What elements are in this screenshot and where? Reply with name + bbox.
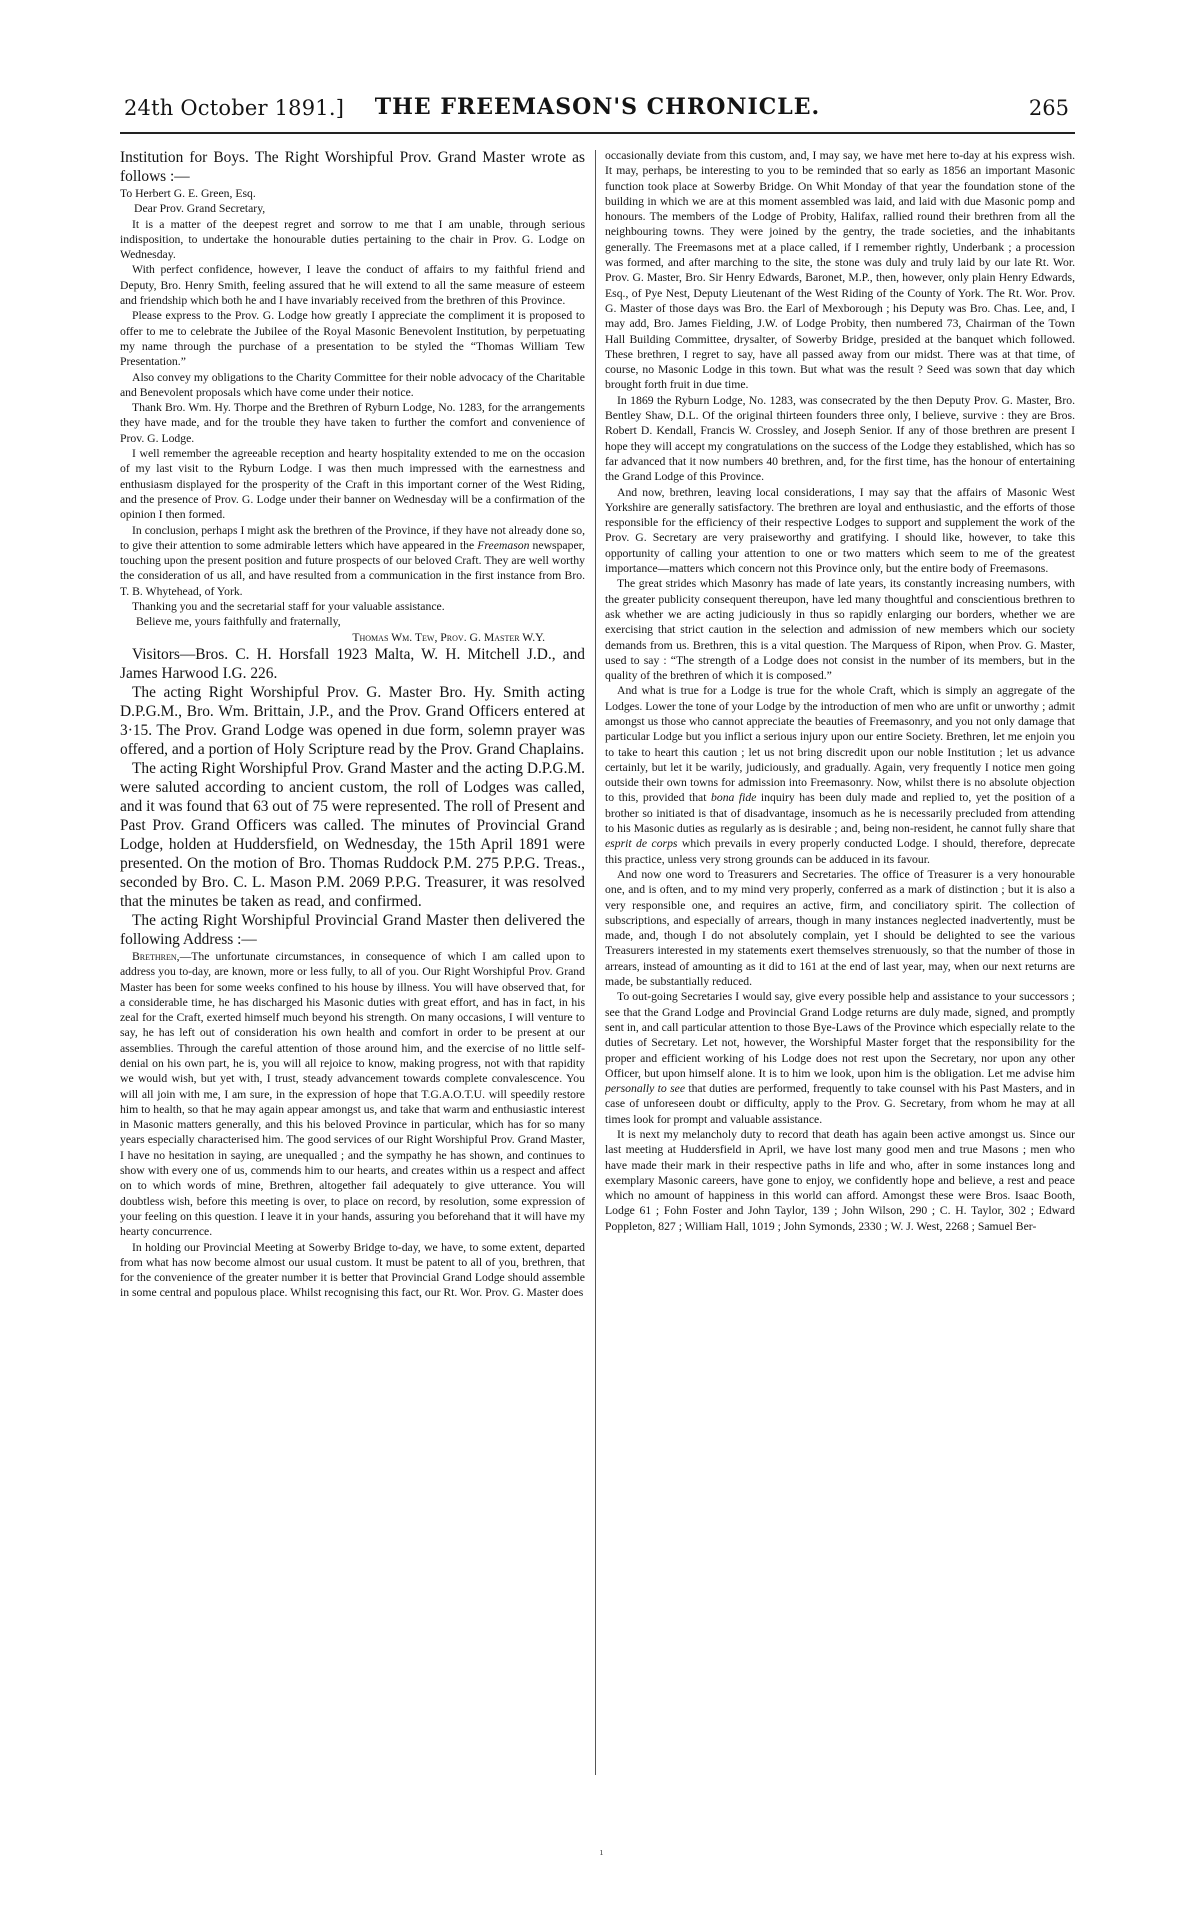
italic-phrase: bona fide (711, 791, 757, 805)
text-run: inquiry has been duly made and replied to, yet the position of a brother so initiated is that of disadvantage, insomuch as he is necessarily precluded from attending to his Masonic duties as regularly as is desirable ; and, being non-resident, he cannot fully share that (605, 791, 1075, 836)
print-mark: ı (600, 1848, 603, 1858)
page-header (120, 92, 1075, 134)
column-rule (595, 150, 596, 1775)
text-run: In conclusion, perhaps I might ask the brethren of the Province, if they have not already done so, to give their attention to some admirable letters which have appeared in the (120, 523, 585, 552)
report-paragraph: The acting Right Worshipful Prov. G. Master Bro. Hy. Smith acting D.P.G.M., Bro. Wm. Brittain, J.P., and the Prov. Grand Officers entered at 3·15. The Prov. Grand Lodge was opened in due form, solemn prayer was offered, and a portion of Holy Scripture read by the Prov. Grand Chaplains. (120, 683, 585, 758)
letter-closing: Believe me, yours faithfully and fraternally, (136, 615, 341, 629)
address-paragraph: In holding our Provincial Meeting at Sowerby Bridge to-day, we have, to some extent, departed from what has now become almost our usual custom. It must be patent to all of you, brethren, that for the convenience of the greater number it is better that Provincial Grand Lodge should assemble in some central and populous place. Whilst recognising this fact, our Rt. Wor. Prov. G. Master does (120, 1240, 585, 1300)
letter-paragraph (120, 523, 585, 599)
letter-paragraph: Also convey my obligations to the Charity Committee for their noble advocacy of the Charitable and Benevolent proposals which have come under their notice. (120, 370, 585, 399)
italic-phrase: personally to see (605, 1082, 686, 1096)
page-number: 265 (1028, 96, 1069, 120)
letter-paragraph: Thanking you and the secretarial staff for your valuable assistance. (132, 600, 445, 614)
letter-paragraph: Please express to the Prov. G. Lodge how greatly I appreciate the compliment it is proposed to offer to me to celebrate the Jubilee of the Royal Masonic Benevolent Institution, by perpetuating my name through the purchase of a presentation to be styled the “Thomas William Tew Presentation.” (120, 309, 585, 369)
letter-paragraph: It is a matter of the deepest regret and sorrow to me that I am unable, through serious indisposition, to undertake the honourable duties pertaining to the chair in Prov. G. Lodge on Wednesday. (120, 217, 585, 262)
visitors-paragraph: Visitors—Bros. C. H. Horsfall 1923 Malta, W. H. Mitchell J.D., and James Harwood I.G. 226. (120, 645, 585, 682)
letter-addressee: To Herbert G. E. Green, Esq. (120, 187, 256, 200)
report-paragraph: The acting Right Worshipful Prov. Grand Master and the acting D.P.G.M. were saluted according to ancient custom, the roll of Lodges was called, and it was found that 63 out of 75 were represented. The roll of Present and Past Prov. Grand Officers was called. The minutes of Provincial Grand Lodge, holden at Huddersfield, on Wednesday, the 15th April 1891 were presented. On the motion of Bro. Thomas Ruddock P.M. 275 P.P.G. Treas., seconded by Bro. C. L. Mason P.M. 2069 P.P.G. Treasurer, it was resolved that the minutes be taken as read, and confirmed. (120, 759, 585, 910)
letter-signature: Thomas Wm. Tew, Prov. G. Master W.Y. (352, 630, 545, 644)
text-run: that duties are performed, frequently to take counsel with his Past Masters, and in case of unforeseen doubt or difficulty, apply to the Prov. G. Secretary, from whom he may at all times look for prompt and valuable assistance. (605, 1082, 1075, 1126)
address-paragraph: And now one word to Treasurers and Secretaries. The office of Treasurer is a very honourable one, and is often, and to my mind very properly, conferred as a mark of distinction ; but it is also a very responsible one, and requires an active, firm, and conciliatory spirit. The collection of subscriptions, and especially of arrears, though in many instances neglected inadvertently, must be made, and, though I do not absolutely complain, yet I should be delighted to see the various Treasurers interested in my statements exert themselves strenuously, so that the number of those in arrears, instead of amounting as it did to 161 at the end of last year, may, when our next returns are made, be substantially reduced. (605, 867, 1075, 989)
issue-date: 24th October 1891.] (124, 96, 345, 120)
address-paragraph: It is next my melancholy duty to record that death has again been active amongst us. Since our last meeting at Huddersfield in April, we have lost many good men and true Masons ; men who have made their mark in their respective paths in life and who, after in some instances long and exemplary Masonic careers, have gone to enjoy, we confidently hope and believe, a rest and peace which no amount of happiness in this world can afford. Amongst these were Bros. Isaac Booth, Lodge 61 ; Fohn Foster and John Taylor, 139 ; John Wilson, 290 ; C. H. Taylor, 302 ; Edward Poppleton, 827 ; William Hall, 1019 ; John Symonds, 2330 ; W. J. West, 2268 ; Samuel Ber- (605, 1128, 1075, 1233)
newspaper-name: Freemason (477, 538, 530, 552)
text-run: —The unfortunate circumstances, in consequence of which I am called upon to address you to-day, are known, more or less fully, to all of you. Our Right Worshipful Prov. Grand Master has been for some weeks confined to his house by illness. You will have observed that, for a considerable time, he has discharged his Masonic duties with great effort, and has in fact, in his zeal for the Craft, exerted himself much beyond his strength. On many occasions, I will venture to say, he has left out of consideration his own health and comfort in order to be present at our assemblies. Through the careful attention of those around him, and the exercise of no little self-denial on his own part, he is, you will all rejoice to know, making progress, not with that rapidity we would wish, but yet with, I trust, steady advancement towards complete convalescence. You will all join with me, I am sure, in the expression of hope that T.G.A.O.T.U. will speedily restore him to health, so that he may again appear amongst us, and take that warm and enthusiastic interest in Masonic matters generally, and this his beloved Province in particular, which has for so many years especially characterised him. The good services of our Right Worshipful Prov. Grand Master, I have no hesitation in saying, are unequalled ; and the sympathy he has shown, and continues to show with every one of us, commends him to our hearts, and creates within us a respect and affect on to which words of mine, Brethren, altogether fail adequately to give utterance. You will doubtless wish, before this meeting is over, to place on record, by resolution, some expression of your feeling on this question. I leave it in your hands, assuring you beforehand that it will have my hearty concurrence. (120, 949, 585, 1239)
address-paragraph: And now, brethren, leaving local considerations, I may say that the affairs of Masonic West Yorkshire are generally satisfactory. The brethren are loyal and enthusiastic, and the efforts of those responsible for the efficiency of their respective Lodges to support and supplement the work of the Prov. G. Secretary are very praiseworthy and gratifying. I should like, however, to take this opportunity of calling your attention to one or two matters which seem to me of the greatest importance—matters which concern not this Province only, but the entire body of Freemasons. (605, 485, 1075, 576)
address-paragraph (120, 949, 585, 1240)
italic-phrase: esprit de corps (605, 837, 678, 851)
intro-paragraph: Institution for Boys. The Right Worshipful Prov. Grand Master wrote as follows :— (120, 149, 585, 185)
text-run: which prevails in every properly conducted Lodge. I should, therefore, deprecate this practice, unless very strong grounds can be adduced in its favour. (605, 837, 1075, 866)
address-paragraph: In 1869 the Ryburn Lodge, No. 1283, was consecrated by the then Deputy Prov. G. Master, Bro. Bentley Shaw, D.L. Of the original thirteen founders three only, I believe, survive : they are Bros. Robert D. Kendall, Francis W. Crossley, and Joseph Senior. If any of those brethren are present I hope they will accept my congratulations on the success of the Lodge they established, which has so far advanced that it now numbers 40 brethren, and, for the first time, has the honour of entertaining the Grand Lodge of this Province. (605, 393, 1075, 484)
report-paragraph: The acting Right Worshipful Provincial Grand Master then delivered the following Address :— (120, 911, 585, 948)
text-run: newspaper, touching upon the present position and future prospects of our beloved Craft. They are well worthy the consideration of us all, and have resulted from a communication in the first instance from Bro. T. B. Whytehead, of York. (120, 538, 585, 598)
letter-paragraph: I well remember the agreeable reception and hearty hospitality extended to me on the occasion of my last visit to the Ryburn Lodge. I was then much impressed with the earnestness and enthusiasm displayed for the prosperity of the Craft in this important corner of the West Riding, and the presence of Prov. G. Lodge under their banner on Wednesday will be a confirmation of the opinion I then formed. (120, 447, 585, 522)
text-run: To out-going Secretaries I would say, give every possible help and assistance to your successors ; see that the Grand Lodge and Provincial Grand Lodge returns are duly made, signed, and promptly sent in, and call particular attention to those Bye-Laws of the Province which especially relate to the duties of Secretary. Let not, however, the Worshipful Master forget that the responsibility for the proper and efficient working of his Lodge does not rest upon the Secretary, nor upon any other Officer, but upon himself alone. It is to him we look, upon him is the obligation. Let me advise him (605, 990, 1075, 1080)
address-paragraph (605, 989, 1075, 1127)
address-paragraph: The great strides which Masonry has made of late years, its constantly increasing numbers, with the greater publicity consequent thereupon, have led many thoughtful and conscientious brethren to ask whether we are acting judiciously in thus so rapidly enlarging our borders, whether we are exercising that strict caution in the selection and admission of new members which our society demands from us. Brethren, this is a vital question. The Marquess of Ripon, when Prov. G. Master, used to say : “The strength of a Lodge does not consist in the number of its members, but in the quality of the brethren of which it is composed.” (605, 577, 1075, 683)
letter-paragraph: Thank Bro. Wm. Hy. Thorpe and the Brethren of Ryburn Lodge, No. 1283, for the arrangements they have made, and for the trouble they have taken to further the comfort and convenience of Prov. G. Lodge. (120, 401, 585, 445)
publication-title: THE FREEMASON'S CHRONICLE. (374, 94, 821, 120)
right-column (605, 148, 1075, 1778)
address-paragraph (605, 683, 1075, 867)
text-run: And what is true for a Lodge is true for the whole Craft, which is simply an aggregate of the Lodges. Lower the tone of your Lodge by the introduction of men who are unfit or unworthy ; admit amongst us those who cannot appreciate the beauties of Freemasonry, and you not only damage that particular Lodge but you inflict a serious injury upon our entire Society. Brethren, let me enjoin you to take to heart this caution ; let us not bring discredit upon our noble Institution ; let us advance certainly, but let it be warily, judiciously, and gradually. Again, very frequently I notice men going outside their own towns for admission into Freemasonry. Now, whilst there is no absolute objection to this, provided that (605, 684, 1075, 805)
letter-paragraph: With perfect confidence, however, I leave the conduct of affairs to my faithful friend and Deputy, Bro. Henry Smith, feeling assured that he will extend to all the same measure of esteem and friendship which both he and I have invariably received from the brethren of this Province. (120, 263, 585, 308)
address-salutation: Brethren, (132, 949, 180, 963)
left-column (120, 148, 585, 1778)
letter-salutation: Dear Prov. Grand Secretary, (134, 202, 266, 216)
address-paragraph: occasionally deviate from this custom, and, I may say, we have met here to-day at his express wish. It may, perhaps, be interesting to you to be reminded that so early as 1856 an important Masonic function took place at Sowerby Bridge. On Whit Monday of that year the foundation stone of the building in which we are at this moment assembled was laid, and laid with due Masonic pomp and honours. The members of the Lodge of Probity, Halifax, rallied round their brethren from all the neighbouring towns. They were joined by the gentry, the trade societies, and the inhabitants generally. The Freemasons met at a place called, if I remember rightly, Underbank ; a procession was formed, and after marching to the site, the stone was duly and truly laid by our late Rt. Wor. Prov. G. Master, Bro. Sir Henry Edwards, Baronet, M.P., then, however, only plain Henry Edwards, Esq., of Pye Nest, Deputy Lieutenant of the West Riding of the County of York. The Rt. Wor. Prov. G. Master of those days was Bro. the Earl of Mexborough ; his Deputy was Bro. Chas. Lee, and, I may add, Bro. James Fielding, J.W. of Lodge Probity, then numbered 73, Chairman of the Town Hall Building Committee, drysalter, of Sowerby Bridge, presided at the banquet which followed. These brethren, I regret to say, have all passed away from our midst. There was at that time, of course, no Masonic Lodge in this town. But what was the result ? Seed was sown that day which brought forth fruit in due time. (605, 149, 1075, 392)
